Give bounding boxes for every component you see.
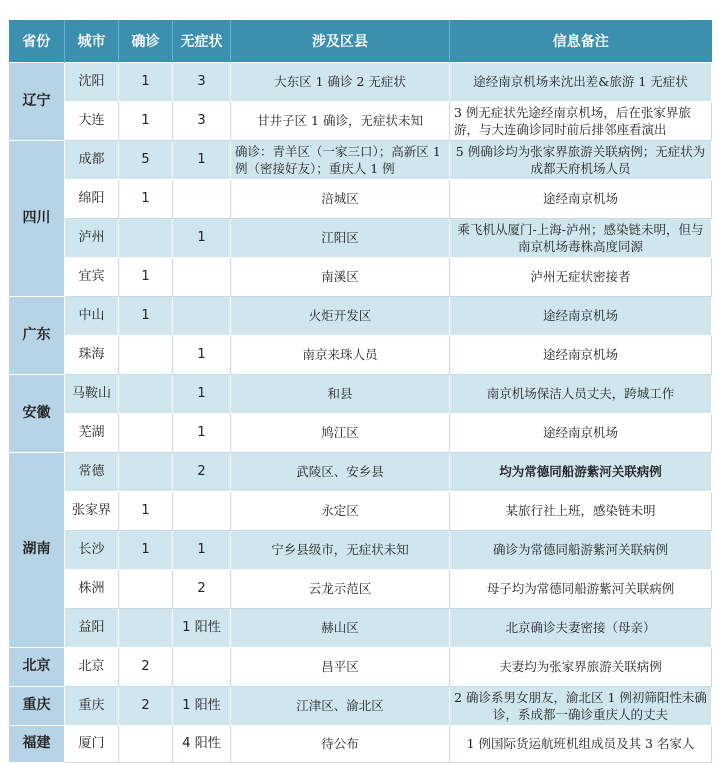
city-cell: 马鞍山 [65, 374, 119, 413]
table-row [9, 62, 712, 101]
city-cell: 成都 [65, 140, 119, 179]
district-cell: 确诊：青羊区（一家三口）；高新区 1 例（密接好友）；重庆人 1 例 [231, 140, 450, 179]
header-city: 城市 [65, 20, 119, 62]
district-cell: 云龙示范区 [231, 569, 450, 608]
district-cell: 待公布 [231, 725, 450, 762]
note-cell: 途经南京机场 [450, 179, 712, 218]
asymptomatic-cell: 4 阳性 [173, 725, 231, 762]
province-cell: 湖南 [9, 452, 65, 647]
confirmed-cell: 1 [119, 491, 173, 530]
note-cell: 母子均为常德同船游紫河关联病例 [450, 569, 712, 608]
note-cell: 途经南京机场 [450, 413, 712, 452]
confirmed-cell: 1 [119, 179, 173, 218]
table-row [9, 491, 712, 530]
district-cell: 和县 [231, 374, 450, 413]
city-cell: 长沙 [65, 530, 119, 569]
table-row [9, 647, 712, 686]
confirmed-cell: 1 [119, 257, 173, 296]
confirmed-cell: 5 [119, 140, 173, 179]
district-cell: 鸠江区 [231, 413, 450, 452]
city-cell: 张家界 [65, 491, 119, 530]
note-cell: 确诊为常德同船游紫河关联病例 [450, 530, 712, 569]
province-cell: 四川 [9, 140, 65, 296]
province-cell: 安徽 [9, 374, 65, 452]
table-row [9, 218, 712, 257]
district-cell: 宁乡县级市，无症状未知 [231, 530, 450, 569]
note-cell: 均为常德同船游紫河关联病例 [450, 452, 712, 491]
confirmed-cell [119, 608, 173, 647]
note-cell: 5 例确诊均为张家界旅游关联病例；无症状为成都天府机场人员 [450, 140, 712, 179]
table-row [9, 257, 712, 296]
asymptomatic-cell: 1 [173, 413, 231, 452]
confirmed-cell: 1 [119, 62, 173, 101]
asymptomatic-cell: 2 [173, 452, 231, 491]
confirmed-cell [119, 413, 173, 452]
header-asymptomatic: 无症状 [173, 20, 231, 62]
asymptomatic-cell [173, 257, 231, 296]
district-cell: 南京来珠人员 [231, 335, 450, 374]
city-cell: 芜湖 [65, 413, 119, 452]
note-cell: 南京机场保洁人员丈夫，跨城工作 [450, 374, 712, 413]
district-cell: 大东区 1 确诊 2 无症状 [231, 62, 450, 101]
asymptomatic-cell: 1 阳性 [173, 686, 231, 725]
note-cell: 3 例无症状先途经南京机场，后在张家界旅游，与大连确诊同时前后排邻座看演出 [450, 101, 712, 140]
note-cell: 2 确诊系男女朋友，渝北区 1 例初筛阳性未确诊，系成都一确诊重庆人的丈夫 [450, 686, 712, 725]
note-cell: 某旅行社上班，感染链未明 [450, 491, 712, 530]
district-cell: 江津区、渝北区 [231, 686, 450, 725]
confirmed-cell: 1 [119, 101, 173, 140]
district-cell: 赫山区 [231, 608, 450, 647]
city-cell: 大连 [65, 101, 119, 140]
confirmed-cell [119, 569, 173, 608]
city-cell: 益阳 [65, 608, 119, 647]
asymptomatic-cell: 2 [173, 569, 231, 608]
case-table-container [8, 20, 711, 763]
note-cell: 途经南京机场 [450, 296, 712, 335]
district-cell: 南溪区 [231, 257, 450, 296]
asymptomatic-cell: 3 [173, 62, 231, 101]
asymptomatic-cell: 3 [173, 101, 231, 140]
city-cell: 中山 [65, 296, 119, 335]
city-cell: 常德 [65, 452, 119, 491]
note-cell: 乘飞机从厦门-上海-泸州；感染链未明，但与南京机场毒株高度同源 [450, 218, 712, 257]
district-cell: 武陵区、安乡县 [231, 452, 450, 491]
district-cell: 永定区 [231, 491, 450, 530]
note-cell: 北京确诊夫妻密接（母亲） [450, 608, 712, 647]
confirmed-cell: 1 [119, 530, 173, 569]
asymptomatic-cell [173, 296, 231, 335]
asymptomatic-cell [173, 491, 231, 530]
asymptomatic-cell: 1 [173, 218, 231, 257]
confirmed-cell [119, 452, 173, 491]
asymptomatic-cell: 1 阳性 [173, 608, 231, 647]
table-row [9, 140, 712, 179]
city-cell: 株洲 [65, 569, 119, 608]
table-row [9, 296, 712, 335]
asymptomatic-cell: 1 [173, 140, 231, 179]
table-row [9, 686, 712, 725]
table-row [9, 530, 712, 569]
city-cell: 宜宾 [65, 257, 119, 296]
district-cell: 昌平区 [231, 647, 450, 686]
province-cell: 重庆 [9, 686, 65, 725]
confirmed-cell: 1 [119, 296, 173, 335]
asymptomatic-cell: 1 [173, 530, 231, 569]
table-row [9, 374, 712, 413]
table-row [9, 725, 712, 762]
table-row [9, 569, 712, 608]
district-cell: 火炬开发区 [231, 296, 450, 335]
case-table [8, 20, 712, 763]
district-cell: 江阳区 [231, 218, 450, 257]
table-row [9, 101, 712, 140]
city-cell: 沈阳 [65, 62, 119, 101]
province-cell: 广东 [9, 296, 65, 374]
confirmed-cell: 2 [119, 647, 173, 686]
note-cell: 途经南京机场来沈出差&旅游 1 无症状 [450, 62, 712, 101]
asymptomatic-cell [173, 647, 231, 686]
asymptomatic-cell: 1 [173, 335, 231, 374]
confirmed-cell: 2 [119, 686, 173, 725]
note-cell: 途经南京机场 [450, 335, 712, 374]
province-cell: 辽宁 [9, 62, 65, 140]
city-cell: 绵阳 [65, 179, 119, 218]
confirmed-cell [119, 218, 173, 257]
note-cell: 夫妻均为张家界旅游关联病例 [450, 647, 712, 686]
asymptomatic-cell: 1 [173, 374, 231, 413]
city-cell: 厦门 [65, 725, 119, 762]
confirmed-cell [119, 374, 173, 413]
table-row [9, 413, 712, 452]
city-cell: 北京 [65, 647, 119, 686]
table-row [9, 335, 712, 374]
header-confirmed: 确诊 [119, 20, 173, 62]
city-cell: 泸州 [65, 218, 119, 257]
city-cell: 重庆 [65, 686, 119, 725]
table-row [9, 179, 712, 218]
district-cell: 涪城区 [231, 179, 450, 218]
header-districts: 涉及区县 [231, 20, 450, 62]
asymptomatic-cell [173, 179, 231, 218]
header-notes: 信息备注 [450, 20, 712, 62]
province-cell: 福建 [9, 725, 65, 762]
note-cell: 泸州无症状密接者 [450, 257, 712, 296]
note-cell: 1 例国际货运航班机组成员及其 3 名家人 [450, 725, 712, 762]
district-cell: 甘井子区 1 确诊，无症状未知 [231, 101, 450, 140]
table-row [9, 608, 712, 647]
header-row [9, 20, 712, 62]
confirmed-cell [119, 725, 173, 762]
province-cell: 北京 [9, 647, 65, 686]
header-province: 省份 [9, 20, 65, 62]
confirmed-cell [119, 335, 173, 374]
city-cell: 珠海 [65, 335, 119, 374]
table-row [9, 452, 712, 491]
